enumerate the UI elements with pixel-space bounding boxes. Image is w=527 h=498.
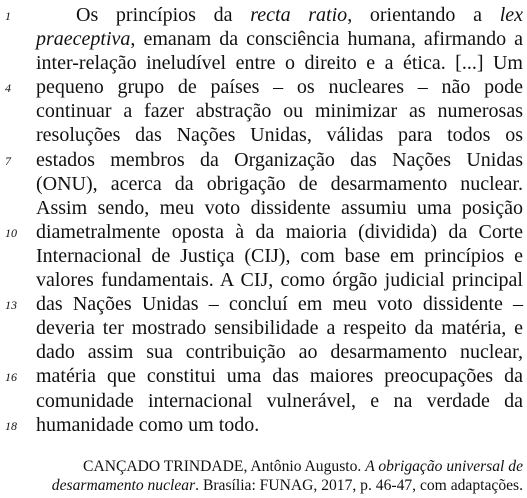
passage-text [5, 3, 524, 437]
passage-line [36, 196, 523, 220]
passage-line [36, 99, 523, 123]
text-segment: humanidade como um todo. [36, 413, 260, 436]
passage-line [36, 340, 523, 364]
text-segment: inter-relação ineludível entre o direito e a ética. [...] Um [36, 52, 523, 75]
text-segment: diametralmente oposta à da maioria (dividida) da Corte [36, 220, 523, 243]
text-segment: (ONU), acerca da obrigação de desarmamento nuclear. [36, 172, 523, 195]
text-segment: dado assim sua contribuição ao desarmamento nuclear, [36, 341, 523, 364]
passage-line [5, 220, 523, 244]
text-segment: matéria que constitui uma das maiores preocupações da [36, 365, 523, 388]
text-segment: continuar a fazer abstração ou minimizar as numerosas [36, 100, 523, 123]
text-segment: estados membros da Organização das Nações Unidas [36, 148, 523, 171]
text-segment: , emanam da consciência humana, afirmando a [130, 28, 523, 51]
passage-line [36, 27, 523, 51]
line-number: 13 [5, 298, 17, 313]
passage-line [5, 292, 523, 316]
passage-line [36, 244, 523, 268]
text-segment: das Nações Unidas – concluí em meu voto dissidente – [36, 293, 523, 316]
text-segment: resoluções das Nações Unidas, válidas para todos os [36, 124, 523, 147]
passage-line [5, 75, 523, 99]
passage-line [5, 364, 523, 388]
text-segment: pequeno grupo de países – os nucleares – não pode [36, 76, 523, 99]
italic-text: lex [499, 4, 524, 26]
passage-line [36, 268, 523, 292]
passage-line [36, 51, 523, 75]
line-number: 16 [5, 370, 17, 385]
text-segment: , orientando a [347, 4, 500, 26]
citation-line-1 [16, 457, 523, 476]
citation-line-2 [16, 476, 523, 495]
passage-line [5, 148, 523, 172]
text-segment: CANÇADO TRINDADE, Antônio Augusto. [83, 458, 366, 475]
italic-text: recta ratio [250, 4, 348, 26]
line-number: 1 [5, 9, 11, 23]
passage-line [5, 3, 524, 27]
passage-line [36, 172, 523, 196]
text-segment: Os princípios da [76, 4, 251, 26]
text-segment: Internacional de Justiça (CIJ), com base em princípios e [36, 244, 523, 267]
text-segment: deveria ter mostrado sensibilidade a respeito da matéria, e [36, 317, 523, 340]
passage-line [5, 413, 523, 437]
line-number: 7 [5, 153, 11, 168]
passage-line [36, 316, 523, 340]
line-number: 18 [5, 418, 17, 433]
italic-text: A obrigação universal de [365, 458, 523, 475]
text-segment: comunidade internacional vulnerável, e na verdade da [36, 389, 523, 412]
text-segment: valores fundamentais. A CIJ, como órgão judicial principal [36, 269, 523, 292]
line-number: 10 [5, 225, 17, 240]
italic-text: desarmamento nuclear [51, 477, 196, 494]
line-number: 4 [5, 81, 11, 96]
source-citation [16, 457, 523, 495]
italic-text: praeceptiva [36, 28, 131, 51]
text-segment: . Brasília: FUNAG, 2017, p. 46-47, com adaptações. [195, 477, 523, 494]
passage-line [36, 123, 523, 147]
text-segment: Assim sendo, meu voto dissidente assumiu uma posição [36, 196, 523, 219]
passage-line [36, 389, 523, 413]
